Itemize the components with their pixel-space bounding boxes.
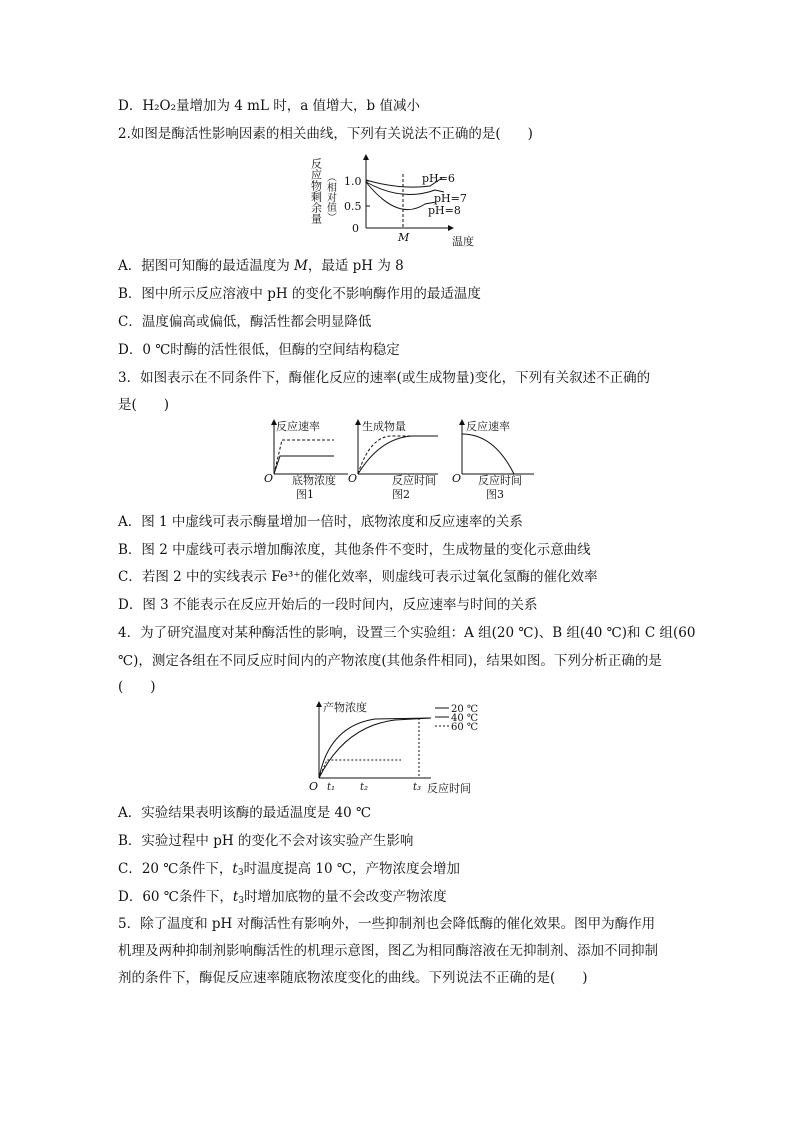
fig3-g1-caption: 图1 bbox=[296, 488, 314, 501]
fig2-label-ph8: pH=8 bbox=[428, 204, 461, 217]
fig4-origin: O bbox=[309, 780, 319, 793]
fig2-xlabel: 温度 bbox=[452, 235, 474, 248]
fig3-g1-ylabel: 反应速率 bbox=[276, 420, 320, 433]
q4-option-c: C．20 ℃条件下，$t_3$时温度提高 10 ℃，产物浓度会增加 bbox=[118, 861, 460, 878]
fig4-t1: t₁ bbox=[327, 782, 336, 793]
fig2-ylabel: 反应物剩余量 bbox=[310, 158, 323, 224]
fig3-g3-origin: O bbox=[452, 472, 462, 485]
q4-option-b: B．实验过程中 pH 的变化不会对该实验产生影响 bbox=[118, 833, 414, 849]
q1-option-d: D．H₂O₂量增加为 4 mL 时，a 值增大，b 值减小 bbox=[118, 98, 420, 114]
q3-option-a: A．图 1 中虚线可表示酶量增加一倍时，底物浓度和反应速率的关系 bbox=[118, 514, 523, 530]
q4-stem-1: 4．为了研究温度对某种酶活性的影响，设置三个实验组：A 组(20 ℃)、B 组(40 ℃)和 C 组(60 bbox=[118, 625, 696, 641]
fig3-g1-dashed bbox=[274, 440, 334, 474]
q5-stem-2: 机理及两种抑制剂影响酶活性的机理示意图，图乙为相同酶溶液在无抑制剂、添加不同抑制 bbox=[118, 943, 658, 959]
fig3-g2-dashed bbox=[358, 436, 438, 474]
fig3-g3-ylabel: 反应速率 bbox=[466, 420, 510, 433]
fig3-g3-curve bbox=[462, 434, 514, 474]
fig4-t3: t₃ bbox=[413, 782, 422, 793]
fig3-g2-caption: 图2 bbox=[392, 488, 410, 501]
q2-option-c: C．温度偏高或偏低，酶活性都会明显降低 bbox=[118, 314, 372, 330]
fig4-t2: t₂ bbox=[360, 782, 369, 793]
fig4-curve-60c bbox=[319, 760, 401, 778]
q3-stem-1: 3．如图表示在不同条件下，酶催化反应的速率(或生成物量)变化，下列有关叙述不正确的 bbox=[118, 370, 651, 386]
q4-stem-3: ( ) bbox=[118, 679, 156, 695]
fig3-g1-solid bbox=[274, 456, 334, 474]
fig2-m-label: M bbox=[398, 231, 410, 244]
fig2-tick-05: 0.5 bbox=[344, 200, 362, 213]
fig2-label-ph6: pH=6 bbox=[422, 172, 455, 185]
fig2-ylabel2: （相对值） bbox=[324, 172, 336, 222]
fig4-ylabel: 产物浓度 bbox=[323, 701, 367, 714]
q4-stem-2: ℃)，测定各组在不同反应时间内的产物浓度(其他条件相同)，结果如图。下列分析正确的是 bbox=[118, 653, 662, 669]
fig4-legend-60c: 60 ℃ bbox=[451, 722, 479, 733]
fig4-legend-20c: 20 ℃ bbox=[451, 704, 479, 715]
q2-option-b: B．图中所示反应溶液中 pH 的变化不影响酶作用的最适温度 bbox=[118, 286, 481, 302]
q4-option-a: A．实验结果表明该酶的最适温度是 40 ℃ bbox=[118, 805, 372, 821]
fig4-legend-40c: 40 ℃ bbox=[451, 713, 479, 724]
q3-option-c: C．若图 2 中的实线表示 Fe³⁺的催化效率，则虚线可表示过氧化氢酶的催化效率 bbox=[118, 569, 598, 585]
q3-option-b: B．图 2 中虚线可表示增加酶浓度，其他条件不变时，生成物量的变化示意曲线 bbox=[118, 542, 591, 558]
fig2-tick-1: 1.0 bbox=[344, 175, 362, 188]
fig2-tick-0: 0 bbox=[352, 222, 359, 235]
fig4-curve-40c bbox=[319, 718, 431, 778]
fig3-g3-caption: 图3 bbox=[486, 488, 504, 501]
figure-q4-product-concentration bbox=[305, 696, 485, 796]
fig3-g3-xlabel: 反应时间 bbox=[478, 474, 522, 487]
fig3-g2-ylabel: 生成物量 bbox=[362, 420, 406, 433]
fig3-g2-origin: O bbox=[348, 472, 358, 485]
q5-stem-1: 5．除了温度和 pH 对酶活性有影响外，一些抑制剂也会降低酶的催化效果。图甲为酶作用 bbox=[118, 916, 656, 932]
q2-option-d: D．0 ℃时酶的活性很低，但酶的空间结构稳定 bbox=[118, 342, 400, 358]
q3-stem-2: 是( ) bbox=[118, 397, 170, 413]
fig4-curve-20c bbox=[319, 718, 431, 778]
q4-option-d: D．60 ℃条件下，$t_3$时增加底物的量不会改变产物浓度 bbox=[118, 889, 447, 906]
fig3-g1-xlabel: 底物浓度 bbox=[292, 474, 336, 487]
fig2-label-ph7: pH=7 bbox=[434, 192, 467, 205]
fig4-xlabel: 反应时间 bbox=[427, 782, 471, 795]
q2-stem: 2.如图是酶活性影响因素的相关曲线，下列有关说法不正确的是( ) bbox=[118, 126, 533, 142]
figure-q2-enzyme-ph-temperature bbox=[310, 152, 490, 250]
fig3-g1-origin: O bbox=[264, 472, 274, 485]
fig3-g2-xlabel: 反应时间 bbox=[392, 474, 436, 487]
q3-option-d: D．图 3 不能表示在反应开始后的一段时间内，反应速率与时间的关系 bbox=[118, 597, 538, 613]
q5-stem-3: 剂的条件下，酶促反应速率随底物浓度变化的曲线。下列说法不正确的是( ) bbox=[118, 970, 588, 986]
q2-option-a: A．据图可知酶的最适温度为 M，最适 pH 为 8 bbox=[118, 258, 404, 274]
figure-q3-three-graphs bbox=[262, 416, 542, 506]
fig3-g2-solid bbox=[358, 436, 438, 474]
